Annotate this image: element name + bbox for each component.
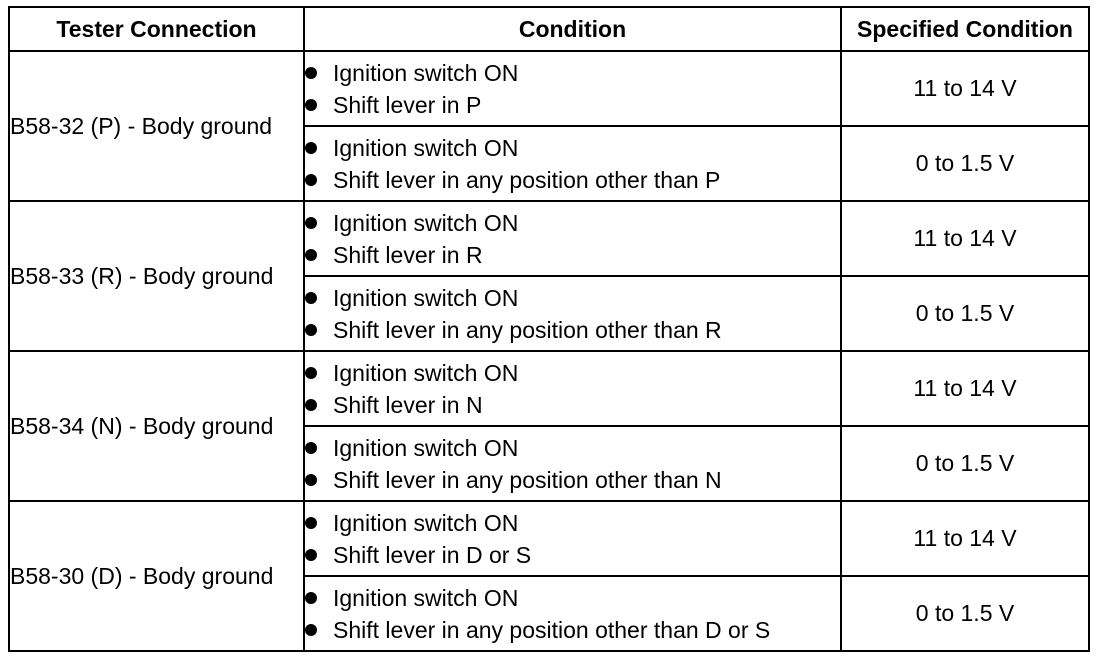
condition-list	[305, 207, 840, 271]
specified-condition-cell: 11 to 14 V	[841, 51, 1089, 126]
list-item	[305, 207, 840, 239]
condition-cell	[304, 276, 841, 351]
header-specified-condition: Specified Condition	[841, 7, 1089, 51]
list-item	[305, 89, 840, 121]
condition-text: Shift lever in any position other than D or S	[333, 616, 771, 643]
tester-connection-cell: B58-33 (R) - Body ground	[9, 201, 304, 351]
list-item	[305, 132, 840, 164]
condition-list	[305, 582, 840, 646]
specified-condition-cell: 11 to 14 V	[841, 201, 1089, 276]
bullet-icon	[305, 442, 317, 454]
list-item	[305, 507, 840, 539]
bullet-icon	[305, 624, 317, 636]
condition-list	[305, 57, 840, 121]
header-tester-connection: Tester Connection	[9, 7, 304, 51]
condition-text: Shift lever in any position other than R	[333, 316, 722, 343]
condition-text: Ignition switch ON	[333, 509, 519, 536]
table-row	[9, 501, 1089, 576]
condition-list	[305, 282, 840, 346]
table-row	[9, 351, 1089, 426]
tester-connection-cell: B58-30 (D) - Body ground	[9, 501, 304, 651]
specified-condition-cell: 0 to 1.5 V	[841, 126, 1089, 201]
bullet-icon	[305, 324, 317, 336]
condition-cell	[304, 201, 841, 276]
header-row	[9, 7, 1089, 51]
condition-list	[305, 357, 840, 421]
specified-condition-cell: 0 to 1.5 V	[841, 576, 1089, 651]
tester-connection-cell: B58-32 (P) - Body ground	[9, 51, 304, 201]
bullet-icon	[305, 474, 317, 486]
condition-text: Ignition switch ON	[333, 59, 519, 86]
bullet-icon	[305, 142, 317, 154]
bullet-icon	[305, 367, 317, 379]
list-item	[305, 282, 840, 314]
bullet-icon	[305, 174, 317, 186]
condition-text: Shift lever in P	[333, 91, 482, 118]
condition-text: Shift lever in any position other than N	[333, 466, 722, 493]
specified-condition-cell: 11 to 14 V	[841, 351, 1089, 426]
list-item	[305, 389, 840, 421]
condition-cell	[304, 126, 841, 201]
condition-cell	[304, 51, 841, 126]
bullet-icon	[305, 292, 317, 304]
condition-list	[305, 432, 840, 496]
condition-text: Ignition switch ON	[333, 134, 519, 161]
specified-condition-cell: 0 to 1.5 V	[841, 276, 1089, 351]
condition-text: Shift lever in N	[333, 391, 483, 418]
bullet-icon	[305, 549, 317, 561]
condition-text: Ignition switch ON	[333, 584, 519, 611]
list-item	[305, 432, 840, 464]
condition-cell	[304, 501, 841, 576]
list-item	[305, 582, 840, 614]
condition-list	[305, 507, 840, 571]
spec-table	[8, 6, 1090, 652]
bullet-icon	[305, 592, 317, 604]
specified-condition-cell: 11 to 14 V	[841, 501, 1089, 576]
bullet-icon	[305, 67, 317, 79]
bullet-icon	[305, 99, 317, 111]
tester-connection-cell: B58-34 (N) - Body ground	[9, 351, 304, 501]
condition-text: Ignition switch ON	[333, 209, 519, 236]
condition-list	[305, 132, 840, 196]
list-item	[305, 239, 840, 271]
condition-cell	[304, 351, 841, 426]
table-row	[9, 51, 1089, 126]
condition-cell	[304, 576, 841, 651]
condition-text: Ignition switch ON	[333, 359, 519, 386]
list-item	[305, 164, 840, 196]
specified-condition-cell: 0 to 1.5 V	[841, 426, 1089, 501]
condition-text: Shift lever in D or S	[333, 541, 532, 568]
header-condition: Condition	[304, 7, 841, 51]
list-item	[305, 314, 840, 346]
condition-text: Shift lever in any position other than P	[333, 166, 721, 193]
list-item	[305, 57, 840, 89]
list-item	[305, 539, 840, 571]
condition-text: Shift lever in R	[333, 241, 483, 268]
bullet-icon	[305, 249, 317, 261]
bullet-icon	[305, 399, 317, 411]
condition-cell	[304, 426, 841, 501]
list-item	[305, 464, 840, 496]
bullet-icon	[305, 517, 317, 529]
bullet-icon	[305, 217, 317, 229]
condition-text: Ignition switch ON	[333, 434, 519, 461]
list-item	[305, 357, 840, 389]
table-row	[9, 201, 1089, 276]
condition-text: Ignition switch ON	[333, 284, 519, 311]
list-item	[305, 614, 840, 646]
